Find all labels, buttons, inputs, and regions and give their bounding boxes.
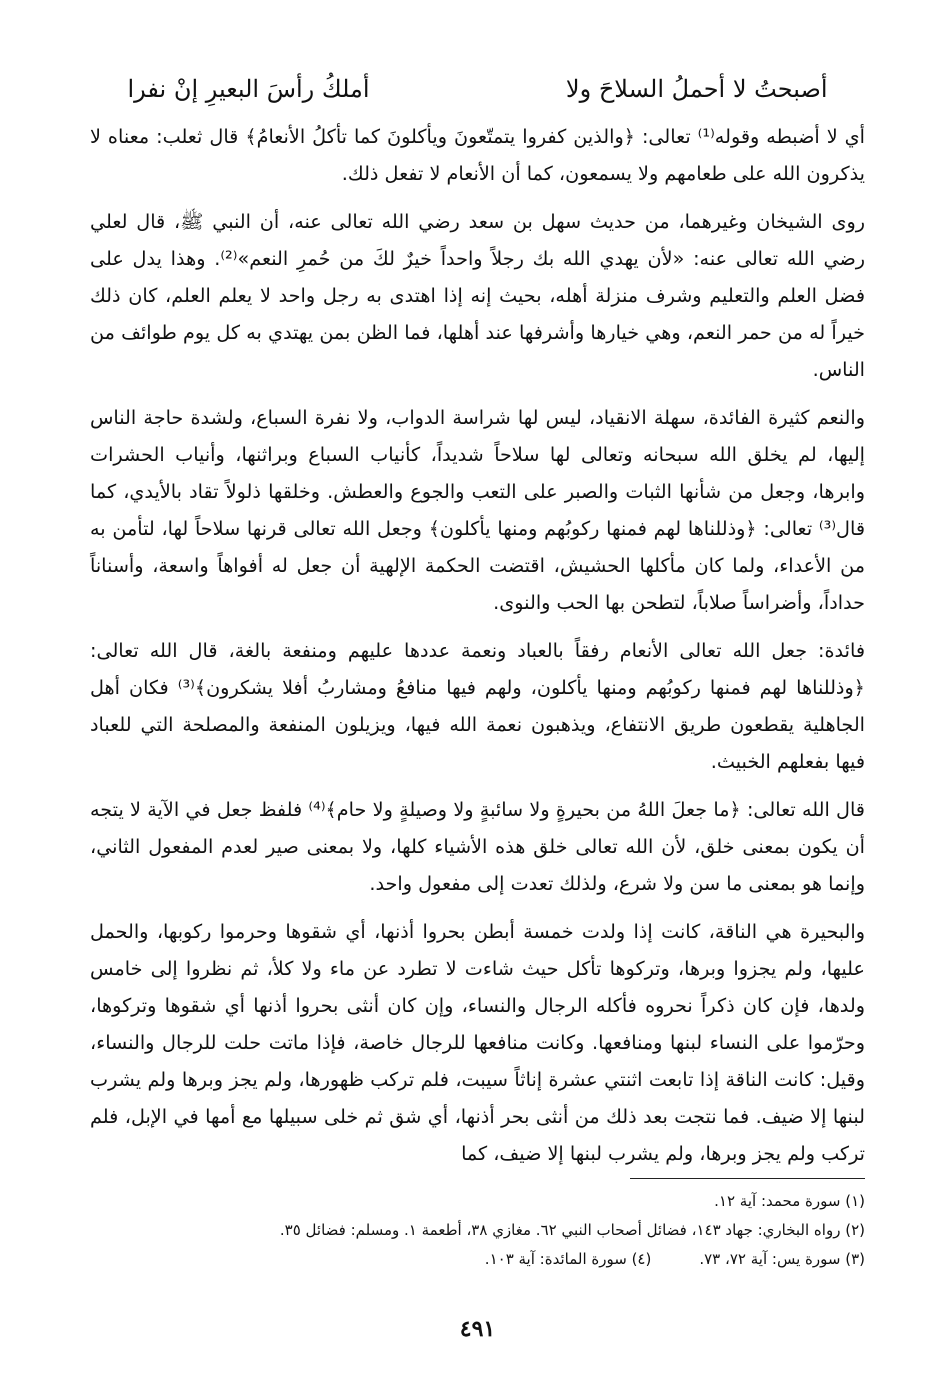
main-text [90, 118, 865, 1172]
paragraph: والبحيرة هي الناقة، كانت إذا ولدت خمسة أبطن بحروا أذنها، أي شقوها وحرموا ركوبها، والحمل عليها، ولم يجزوا وبرها، وتركوها تأكل حيث شاءت لا تطرد عن ماء ولا كلأ، ثم نظروا إلى خامس ولدها، فإن كان ذكراً نحروه فأكله الرجال والنساء، وإن كان أنثى بحروا أذنها أي شقوها وتركوها، وحرّموا على النساء لبنها ومنافعها. وكانت منافعها للرجال خاصة، فإذا ماتت حلت للرجال والنساء، وقيل: كانت الناقة إذا تابعت اثنتي عشرة إناثاً سيبت، فلم تركب ظهورها، ولم يجز وبرها ولم يشرب لبنها إلا ضيف. فما نتجت بعد ذلك من أنثى بحر أذنها، أي شق ثم خلى سبيلها مع أمها في الإبل، فلم تركب ولم يجز وبرها، ولم يشرب لبنها إلا ضيف، كما [90, 920, 865, 1165]
footnote: (٢) رواه البخاري: جهاد ١٤٣، فضائل أصحاب النبي ٦٢. مغازي ٣٨، أطعمة ١. ومسلم: فضائل ٣٥. [279, 1221, 865, 1239]
footnote: (٤) سورة المائدة: آية ١٠٣. [484, 1250, 652, 1268]
footnotes [90, 1187, 865, 1274]
page-number: ٤٩١ [459, 1316, 496, 1342]
footnote: (٣) سورة يس: آية ٧٢، ٧٣. [699, 1250, 865, 1268]
poetry-verse [128, 60, 828, 118]
book-page [90, 60, 865, 1360]
paragraph: فائدة: جعل الله تعالى الأنعام رفقاً بالعباد ونعمة عددها عليهم ومنفعة بالغة، قال الله تعالى: ﴿وذللناها لهم فمنها ركوبُهم ومنها يأكلون، ولهم فيها منافعُ ومشاربُ أفلا يشكرون﴾⁽³⁾ فكان أهل الجاهلية يقطعون طريق الانتفاع، ويذهبون نعمة الله فيها، ويزيلون المنفعة والمصلحة التي للعباد فيها بفعلهم الخبيث. [90, 639, 865, 773]
footnote: (١) سورة محمد: آية ١٢. [714, 1192, 865, 1210]
paragraph: روى الشيخان وغيرهما، من حديث سهل بن سعد رضي الله تعالى عنه، أن النبي ﷺ، قال لعلي رضي الله تعالى عنه: «لأن يهدي الله بك رجلاً واحداً خيرٌ لكَ من حُمرِ النعم»⁽²⁾. وهذا يدل على فضل العلم والتعليم وشرف منزلة أهله، بحيث إنه إذا اهتدى به رجل واحد لا يعلم العلم، كان ذلك خيراً له من حمر النعم، وهي خيارها وأشرفها عند أهلها، فما الظن بمن يهتدي به كل يوم طوائف من الناس. [90, 210, 866, 381]
footnote-divider [630, 1178, 865, 1179]
paragraph: قال الله تعالى: ﴿ما جعلَ اللهُ من بحيرةٍ ولا سائبةٍ ولا وصيلةٍ ولا حام﴾⁽⁴⁾ فلفظ جعل في الآية لا يتجه أن يكون بمعنى خلق، لأن الله تعالى خلق هذه الأشياء كلها، ولا بمعنى صير لعدم المفعول الثاني، وإنما هو بمعنى ما سن ولا شرع، ولذلك تعدت إلى مفعول واحد. [90, 798, 865, 895]
paragraph: والنعم كثيرة الفائدة، سهلة الانقياد، ليس لها شراسة الدواب، ولا نفرة السباع، ولشدة حاجة الناس إليها، لم يخلق الله سبحانه وتعالى لها سلاحاً شديداً، كأنياب السباع وبراثنها، وأنياب الحشرات وابرها، وجعل من شأنها الثبات والصبر على التعب والجوع والعطش. وخلقها ذلولاً تقاد بالأيدي، كما قال⁽³⁾ تعالى: ﴿وذللناها لهم فمنها ركوبُهم ومنها يأكلون﴾ وجعل الله تعالى قرنها سلاحاً لها، لتأمن به من الأعداء، ولما كان مأكلها الحشيش، اقتضت الحكمة الإلهية أن جعل له أفواهاً واسعة، وأسناناً حداداً، وأضراساً صلاباً، لتطحن بها الحب والنوى. [90, 406, 865, 614]
verse-hemistich-first: أصبحتُ لا أحملُ السلاحَ ولا [565, 75, 828, 103]
verse-hemistich-second: أملكُ رأسَ البعيرِ إنْ نفرا [127, 75, 370, 103]
paragraph: أي لا أضبطه وقوله⁽¹⁾ تعالى: ﴿والذين كفروا يتمتّعونَ ويأكلونَ كما تأكلُ الأنعامُ﴾ قال ثعلب: معناه لا يذكرون الله على طعامهم ولا يسمعون، كما أن الأنعام لا تفعل ذلك. [90, 125, 865, 185]
footnote-row [90, 1245, 865, 1274]
